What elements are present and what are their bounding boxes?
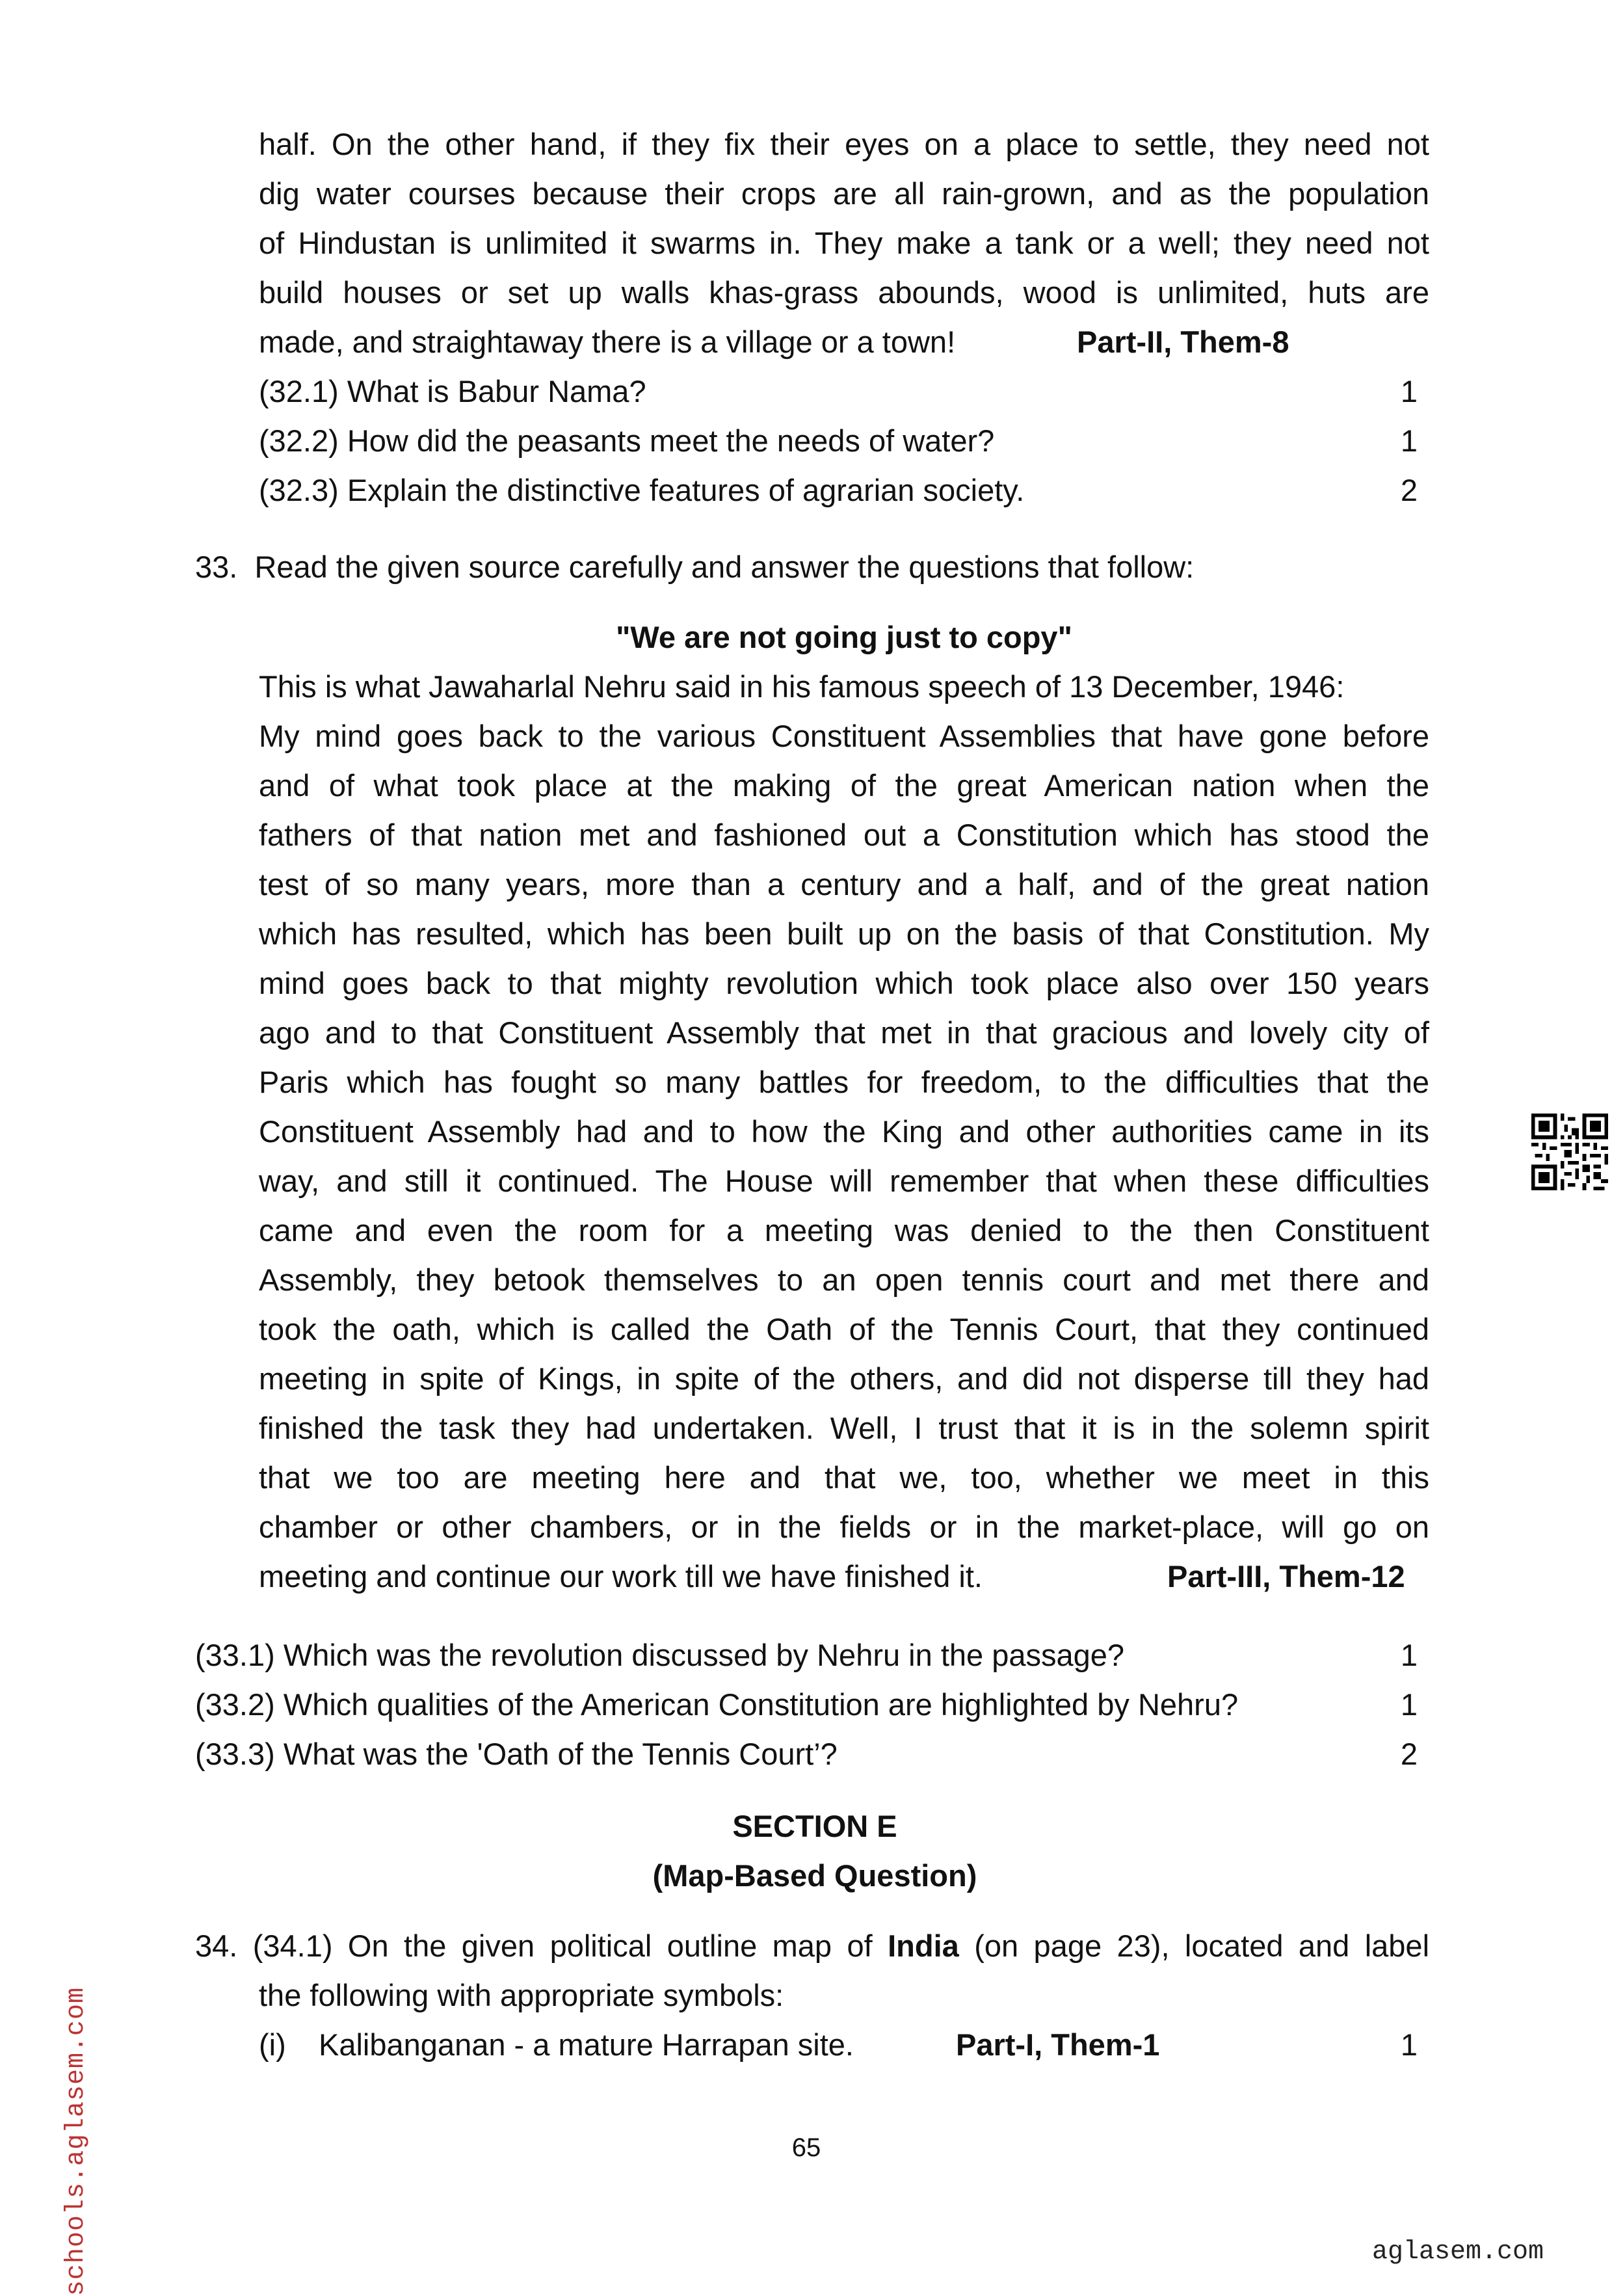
source-line: dig water courses because their crops are all rain-grown, and as the population [259, 176, 1429, 211]
section-title: SECTION E [732, 1809, 897, 1843]
sub-question: (33.2) Which qualities of the American Constitution are highlighted by Nehru? [195, 1687, 1239, 1722]
bold-term: India [888, 1929, 959, 1963]
source-line: half. On the other hand, if they fix their eyes on a place to settle, they need not [259, 127, 1429, 161]
source-line: My mind goes back to the various Constituent Assemblies that have gone before [259, 719, 1429, 753]
marks: 1 [1400, 423, 1418, 458]
source-line: finished the task they had undertaken. Well, I trust that it is in the solemn spirit [259, 1411, 1429, 1445]
source-line: build houses or set up walls khas-grass abounds, wood is unlimited, huts are [259, 275, 1429, 310]
source-line: made, and straightaway there is a village or a town! [259, 325, 956, 359]
theme-reference: Part-II, Them-8 [1077, 325, 1289, 359]
marks: 1 [1400, 1687, 1418, 1722]
question-stem-continued: the following with appropriate symbols: [259, 1978, 784, 2012]
source-line: test of so many years, more than a century and a half, and of the great nation [259, 867, 1429, 901]
theme-reference: Part-III, Them-12 [1167, 1559, 1405, 1594]
source-line: that we too are meeting here and that we, too, whether we meet in this [259, 1460, 1429, 1495]
source-title: "We are not going just to copy" [616, 620, 1072, 654]
source-line: Paris which has fought so many battles for freedom, to the difficulties that the [259, 1065, 1429, 1099]
source-line: meeting in spite of Kings, in spite of the others, and did not disperse till they had [259, 1361, 1429, 1396]
question-stem: 33. Read the given source carefully and answer the questions that follow: [195, 550, 1195, 584]
sub-question: (33.3) What was the 'Oath of the Tennis Court’? [195, 1737, 838, 1771]
source-intro: This is what Jawaharlal Nehru said in his famous speech of 13 December, 1946: [259, 669, 1345, 704]
marks: 1 [1400, 2027, 1418, 2062]
question-stem: 34. (34.1) On the given political outline map of India (on page 23), located and label [195, 1929, 1430, 1963]
sub-question: (32.3) Explain the distinctive features of agrarian society. [259, 473, 1025, 507]
source-line: fathers of that nation met and fashioned out a Constitution which has stood the [259, 818, 1429, 852]
marks: 1 [1400, 374, 1418, 408]
item-text: Kalibanganan - a mature Harrapan site. [319, 2027, 854, 2062]
sub-question: (32.1) What is Babur Nama? [259, 374, 646, 408]
source-line: chamber or other chambers, or in the fields or in the market-place, will go on [259, 1510, 1429, 1544]
qr-code-icon [1531, 1114, 1608, 1190]
marks: 1 [1400, 1638, 1418, 1672]
source-line: and of what took place at the making of the great American nation when the [259, 768, 1429, 803]
sub-question: (33.1) Which was the revolution discussed by Nehru in the passage? [195, 1638, 1125, 1672]
source-line: Constituent Assembly had and to how the King and other authorities came in its [259, 1114, 1429, 1149]
marks: 2 [1400, 473, 1418, 507]
sub-question: (32.2) How did the peasants meet the needs of water? [259, 423, 995, 458]
item-number: (i) [259, 2027, 286, 2062]
theme-reference: Part-I, Them-1 [956, 2027, 1160, 2062]
source-line: which has resulted, which has been built up on the basis of that Constitution. My [259, 916, 1429, 951]
watermark-bottom: aglasem.com [1372, 2237, 1544, 2267]
source-line: Assembly, they betook themselves to an open tennis court and met there and [259, 1262, 1429, 1297]
source-line: mind goes back to that mighty revolution which took place also over 150 years [259, 966, 1429, 1000]
section-subtitle: (Map-Based Question) [652, 1858, 977, 1893]
marks: 2 [1400, 1737, 1418, 1771]
watermark-side: schools.aglasem.com [62, 1986, 91, 2296]
source-line: came and even the room for a meeting was denied to the then Constituent [259, 1213, 1429, 1248]
source-line: took the oath, which is called the Oath of the Tennis Court, that they continued [259, 1312, 1429, 1346]
page-number: 65 [791, 2133, 821, 2162]
source-line: meeting and continue our work till we have finished it. [259, 1559, 983, 1594]
source-line: ago and to that Constituent Assembly that met in that gracious and lovely city of [259, 1015, 1429, 1050]
source-line: way, and still it continued. The House will remember that when these difficulties [259, 1164, 1429, 1198]
source-line: of Hindustan is unlimited it swarms in. They make a tank or a well; they need not [259, 226, 1429, 260]
